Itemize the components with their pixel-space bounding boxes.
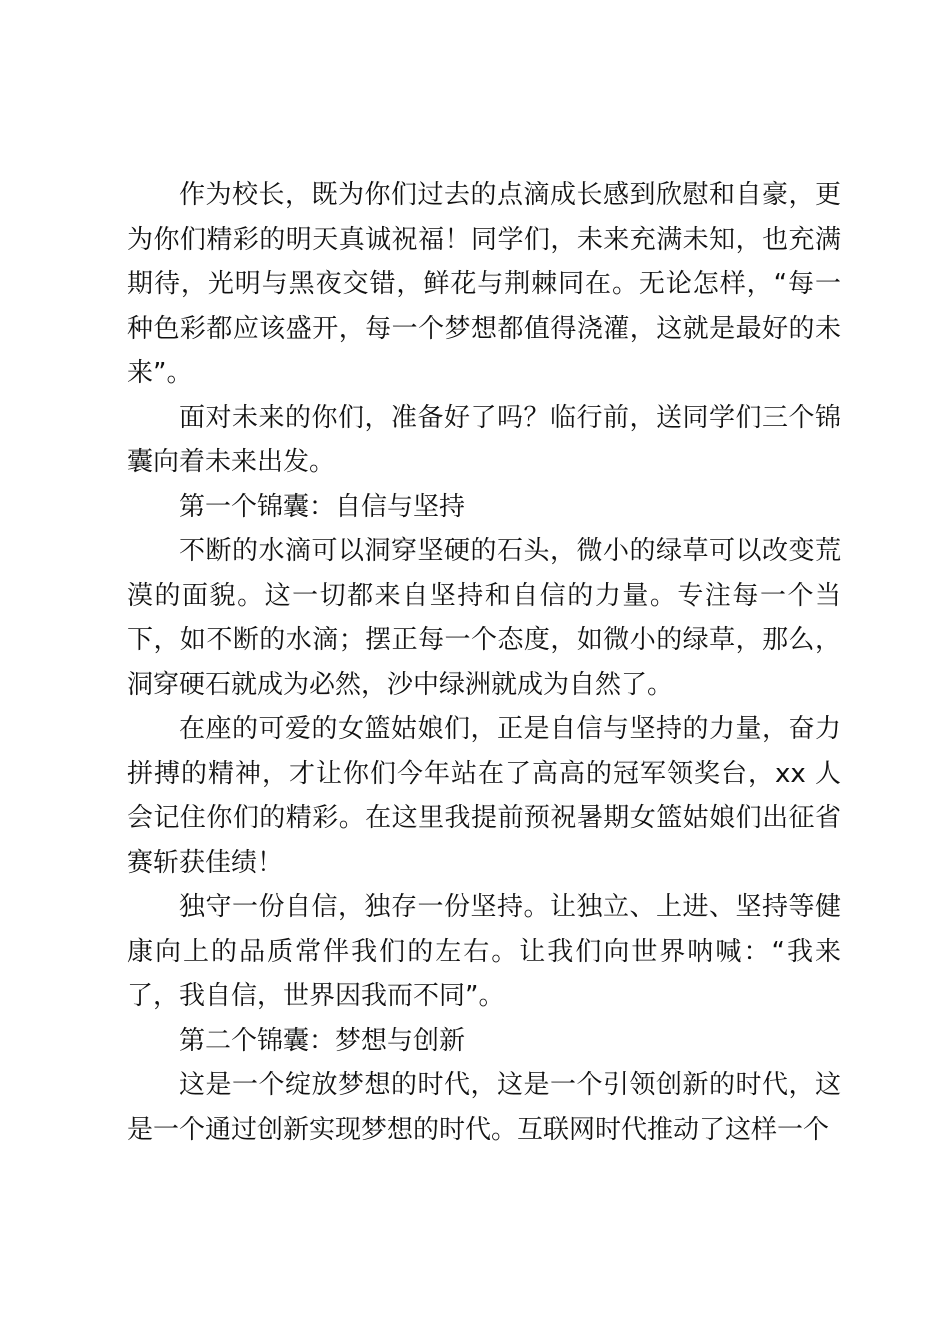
paragraph-principal-blessing: 作为校长，既为你们过去的点滴成长感到欣慰和自豪，更为你们精彩的明天真诚祝福！同学们，未来充满未知，也充满期待，光明与黑夜交错，鲜花与荆棘同在。无论怎样，“每一种色彩都应该盛开，每一个梦想都值得浇灌，这就是最好的未来”。 xyxy=(127,180,841,388)
paragraph-self-confidence: 独守一份自信，独存一份坚持。让独立、上进、坚持等健康向上的品质常伴我们的左右。让我们向世界呐喊：“我来了，我自信，世界因我而不同”。 xyxy=(127,892,841,1011)
paragraph-three-tips-intro: 面对未来的你们，准备好了吗？临行前，送同学们三个锦囊向着未来出发。 xyxy=(127,402,841,477)
section-heading-first-tip: 第一个锦囊：自信与坚持 xyxy=(179,491,466,522)
paragraph-dream-innovation: 这是一个绽放梦想的时代，这是一个引领创新的时代，这是一个通过创新实现梦想的时代。互联网时代推动了这样一个 xyxy=(127,1070,841,1145)
paragraph-basketball-team: 在座的可爱的女篮姑娘们，正是自信与坚持的力量，奋力拼搏的精神，才让你们今年站在了高高的冠军领奖台，xx 人会记住你们的精彩。在这里我提前预祝暑期女篮姑娘们出征省赛斩获佳绩！ xyxy=(127,714,841,878)
paragraph-persistence: 不断的水滴可以洞穿坚硬的石头，微小的绿草可以改变荒漠的面貌。这一切都来自坚持和自信的力量。专注每一个当下，如不断的水滴；摆正每一个态度，如微小的绿草，那么，洞穿硬石就成为必然，沙中绿洲就成为自然了。 xyxy=(127,536,841,700)
section-heading-second-tip: 第二个锦囊：梦想与创新 xyxy=(179,1025,466,1056)
document-body xyxy=(127,173,841,1152)
